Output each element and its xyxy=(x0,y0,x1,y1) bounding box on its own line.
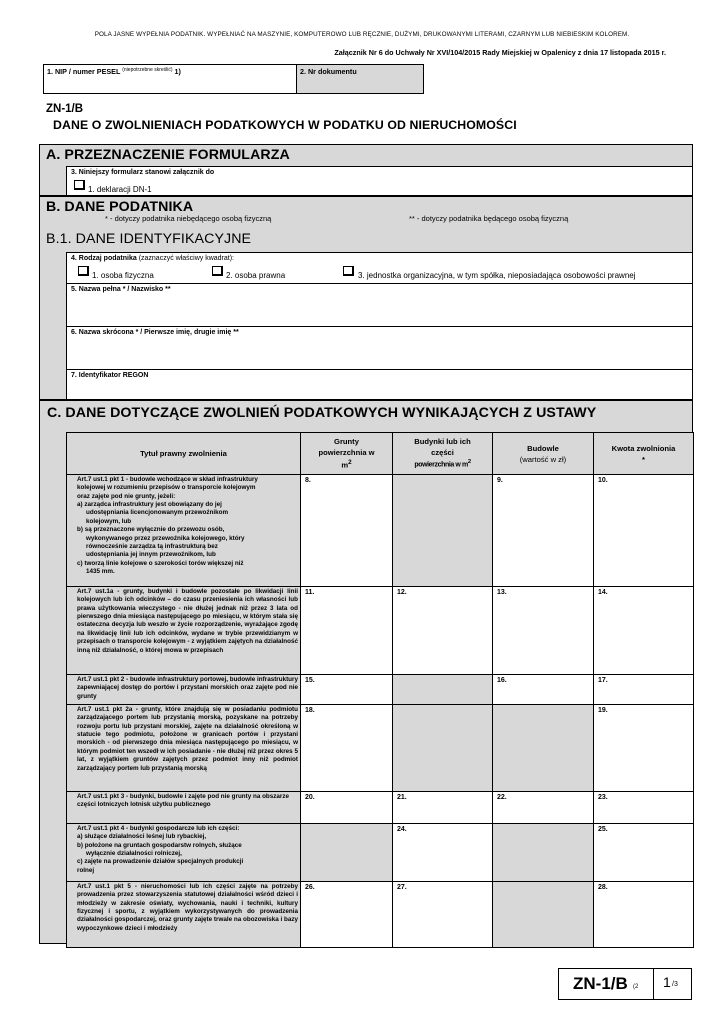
cell-disabled xyxy=(493,882,594,948)
field-5-full-name[interactable] xyxy=(66,283,693,327)
header-title: Tytuł prawny zwolnienia xyxy=(67,433,301,475)
field-3 xyxy=(66,166,693,196)
document-number-label: 2. Nr dokumentu xyxy=(300,67,357,76)
table-row xyxy=(67,792,694,824)
cell-disabled xyxy=(493,705,594,792)
option-dn1-label: 1. deklaracji DN-1 xyxy=(88,185,152,194)
note-natural: ** - dotyczy podatnika będącego osobą fizyczną xyxy=(409,214,569,223)
nip-footnote: 1) xyxy=(174,67,181,76)
checkbox-natural-person[interactable] xyxy=(78,266,89,276)
row-5-description: Art.7 ust.1 pkt 3 - budynki, budowle i zajęte pod nie grunty na obszarze części lotniczych lotnisk użytku publicznego xyxy=(67,792,301,824)
document-number-field[interactable] xyxy=(296,64,424,94)
field-4-label: 4. Rodzaj podatnika xyxy=(71,255,137,262)
cell-10[interactable]: 10. xyxy=(594,475,694,587)
section-a-title: A. PRZEZNACZENIE FORMULARZA xyxy=(46,147,290,163)
row-3-description: Art.7 ust.1 pkt 2 - budowle infrastruktury portowej, budowle infrastruktury zapewniającej dostęp do portów i przystani morskich oraz zajęte pod nie grunty xyxy=(67,675,301,705)
option-legal-person: 2. osoba prawna xyxy=(226,271,286,280)
cell-disabled xyxy=(393,475,493,587)
cell-disabled xyxy=(493,824,594,882)
row-1-description: Art.7 ust.1 pkt 1 - budowle wchodzące w skład infrastruktury kolejowej w rozumieniu przepisów o transporcie kolejowym oraz zajęte pod nie grunty, jeżeli: a) zarządca infrastruktury jest obowiązany do jej udostępniania licencjonowanym przewoźnikom kolejowym, lub b) są przeznaczone wyłącznie do przewozu osób, wykonywanego przez przewoźnika kolejowego, który równocześnie zarządza tą infrastrukturą bez udostępniania jej innym przewoźnikom, lub c) tworzą linie kolejowe o szerokości torów większej niż 1435 mm. xyxy=(67,475,301,587)
checkbox-legal-person[interactable] xyxy=(212,266,223,276)
cell-28[interactable]: 28. xyxy=(594,882,694,948)
field-7-label: 7. Identyfikator REGON xyxy=(71,372,149,379)
cell-22[interactable]: 22. xyxy=(493,792,594,824)
cell-18[interactable]: 18. xyxy=(301,705,393,792)
checkbox-dn1[interactable] xyxy=(74,180,85,190)
cell-27[interactable]: 27. xyxy=(393,882,493,948)
cell-12[interactable]: 12. xyxy=(393,587,493,675)
cell-23[interactable]: 23. xyxy=(594,792,694,824)
footer-page-number xyxy=(654,968,692,1000)
option-org-unit: 3. jednostka organizacyjna, w tym spółka, nieposiadająca osobowości prawnej xyxy=(358,271,636,280)
field-4 xyxy=(66,252,693,284)
cell-19[interactable]: 19. xyxy=(594,705,694,792)
note-nonnatural: * - dotyczy podatnika niebędącego osobą fizyczną xyxy=(105,214,272,223)
field-6-label: 6. Nazwa skrócona * / Pierwsze imię, drugie imię ** xyxy=(71,329,239,336)
footer-version: (2 xyxy=(633,984,639,990)
cell-disabled xyxy=(301,824,393,882)
attachment-note: Załącznik Nr 6 do Uchwały Nr XVI/104/2015 Rady Miejskiej w Opalenicy z dnia 17 listopada 2015 r. xyxy=(334,48,666,57)
footer-code-text: ZN-1/B xyxy=(573,974,628,993)
section-b-title: B. DANE PODATNIKA xyxy=(46,199,194,215)
header-buildings: Budynki lub ich części powierzchnia w $m^2$ xyxy=(393,433,493,475)
cell-26[interactable]: 26. xyxy=(301,882,393,948)
row-2-description: Art.7 ust.1a - grunty, budynki i budowle pozostałe po likwidacji linii kolejowych lub ich odcinków – do czasu przeniesienia ich własności lub prawa użytkowania wieczystego - nie dłużej jednak niż przez 3 lata od pierwszego dnia miesiąca następującego po miesiącu, w którym stała się ostateczna decyzja lub weszło w życie rozporządzenie, wyrażające zgodę na likwidację linii lub ich odcinków, wydane w trybie przewidzianym w przepisach o transporcie kolejowym - z wyjątkiem zajętych na działalność inną niż działalność, o której mowa w przepisach xyxy=(67,587,301,675)
cell-21[interactable]: 21. xyxy=(393,792,493,824)
cell-15[interactable]: 15. xyxy=(301,675,393,705)
header-structures: Budowle (wartość w zł) xyxy=(493,433,594,475)
row-4-description: Art.7 ust.1 pkt 2a - grunty, które znajdują się w posiadaniu podmiotu zarządzającego portem lub przystanią morską, pozyskane na potrzeby rozwoju portu lub przystani morskiej, zajęte na działalność określoną w statucie tego podmiotu, położone w granicach portów i przystani morskich - od pierwszego dnia miesiąca następującego po miesiącu, w którym podmiot ten wszedł w ich posiadanie - nie dłużej niż przez okres 5 lat, z wyjątkiem gruntów zajętych przez podmiot inny niż podmiot zarządzający portem lub przystanią morską xyxy=(67,705,301,792)
cell-24[interactable]: 24. xyxy=(393,824,493,882)
nip-note: (niepotrzebne skreślić) xyxy=(122,67,173,73)
header-land: Grunty powierzchnia w $m^2$ xyxy=(301,433,393,475)
table-row xyxy=(67,675,694,705)
footer-pages: /3 xyxy=(672,981,678,988)
row-6-description: Art.7 ust.1 pkt 4 - budynki gospodarcze lub ich części: a) służące działalności leśnej lub rybackiej, b) położone na gruntach gospodarstw rolnych, służące wyłącznie działalności rolniczej, c) zajęte na prowadzenie działów specjalnych produkcji rolnej xyxy=(67,824,301,882)
form-title: DANE O ZWOLNIENIACH PODATKOWYCH W PODATKU OD NIERUCHOMOŚCI xyxy=(53,118,517,132)
header-amount: Kwota zwolnionia * xyxy=(594,433,694,475)
footer-form-code xyxy=(558,968,654,1000)
fill-instruction: POLA JASNE WYPEŁNIA PODATNIK. WYPEŁNIAĆ NA MASZYNIE, KOMPUTEROWO LUB RĘCZNIE, DUŻYMI, DRUKOWANYMI LITERAMI, CZARNYM LUB NIEBIESKIM KOLOREM. xyxy=(94,31,630,38)
option-natural-person: 1. osoba fizyczna xyxy=(92,271,154,280)
nip-field[interactable] xyxy=(43,64,297,94)
table-row xyxy=(67,587,694,675)
section-b1-title: B.1. DANE IDENTYFIKACYJNE xyxy=(46,231,252,247)
table-row xyxy=(67,475,694,587)
cell-13[interactable]: 13. xyxy=(493,587,594,675)
cell-14[interactable]: 14. xyxy=(594,587,694,675)
cell-17[interactable]: 17. xyxy=(594,675,694,705)
cell-disabled xyxy=(393,705,493,792)
footer-page: 1 xyxy=(663,974,671,990)
table-row xyxy=(67,882,694,948)
exemptions-table xyxy=(66,432,694,948)
table-row xyxy=(67,824,694,882)
cell-8[interactable]: 8. xyxy=(301,475,393,587)
field-5-label: 5. Nazwa pełna * / Nazwisko ** xyxy=(71,286,171,293)
field-6-short-name[interactable] xyxy=(66,326,693,370)
cell-disabled xyxy=(393,675,493,705)
cell-11[interactable]: 11. xyxy=(301,587,393,675)
cell-9[interactable]: 9. xyxy=(493,475,594,587)
cell-16[interactable]: 16. xyxy=(493,675,594,705)
field-3-label: 3. Niniejszy formularz stanowi załącznik do xyxy=(71,169,215,176)
form-code: ZN-1/B xyxy=(46,103,84,115)
field-4-hint: (zaznaczyć właściwy kwadrat): xyxy=(138,255,234,262)
row-7-description: Art.7 ust.1 pkt 5 - nieruchomości lub ich części zajęte na potrzeby prowadzenia przez stowarzyszenia statutowej działalności wśród dzieci i młodzieży w zakresie oświaty, wychowania, nauki i techniki, kultury fizycznej i sportu, z wyjątkiem wykorzystywanych do prowadzenia działalności gospodarczej, oraz grunty zajęte trwale na obozowiska i bazy wypoczynkowe dzieci i młodzieży xyxy=(67,882,301,948)
nip-label: 1. NIP / numer PESEL xyxy=(47,67,121,76)
cell-25[interactable]: 25. xyxy=(594,824,694,882)
cell-20[interactable]: 20. xyxy=(301,792,393,824)
checkbox-org-unit[interactable] xyxy=(343,266,354,276)
field-7-regon[interactable] xyxy=(66,369,693,400)
section-c-title: C. DANE DOTYCZĄCE ZWOLNIEŃ PODATKOWYCH WYNIKAJĄCYCH Z USTAWY xyxy=(47,405,597,421)
table-row xyxy=(67,705,694,792)
